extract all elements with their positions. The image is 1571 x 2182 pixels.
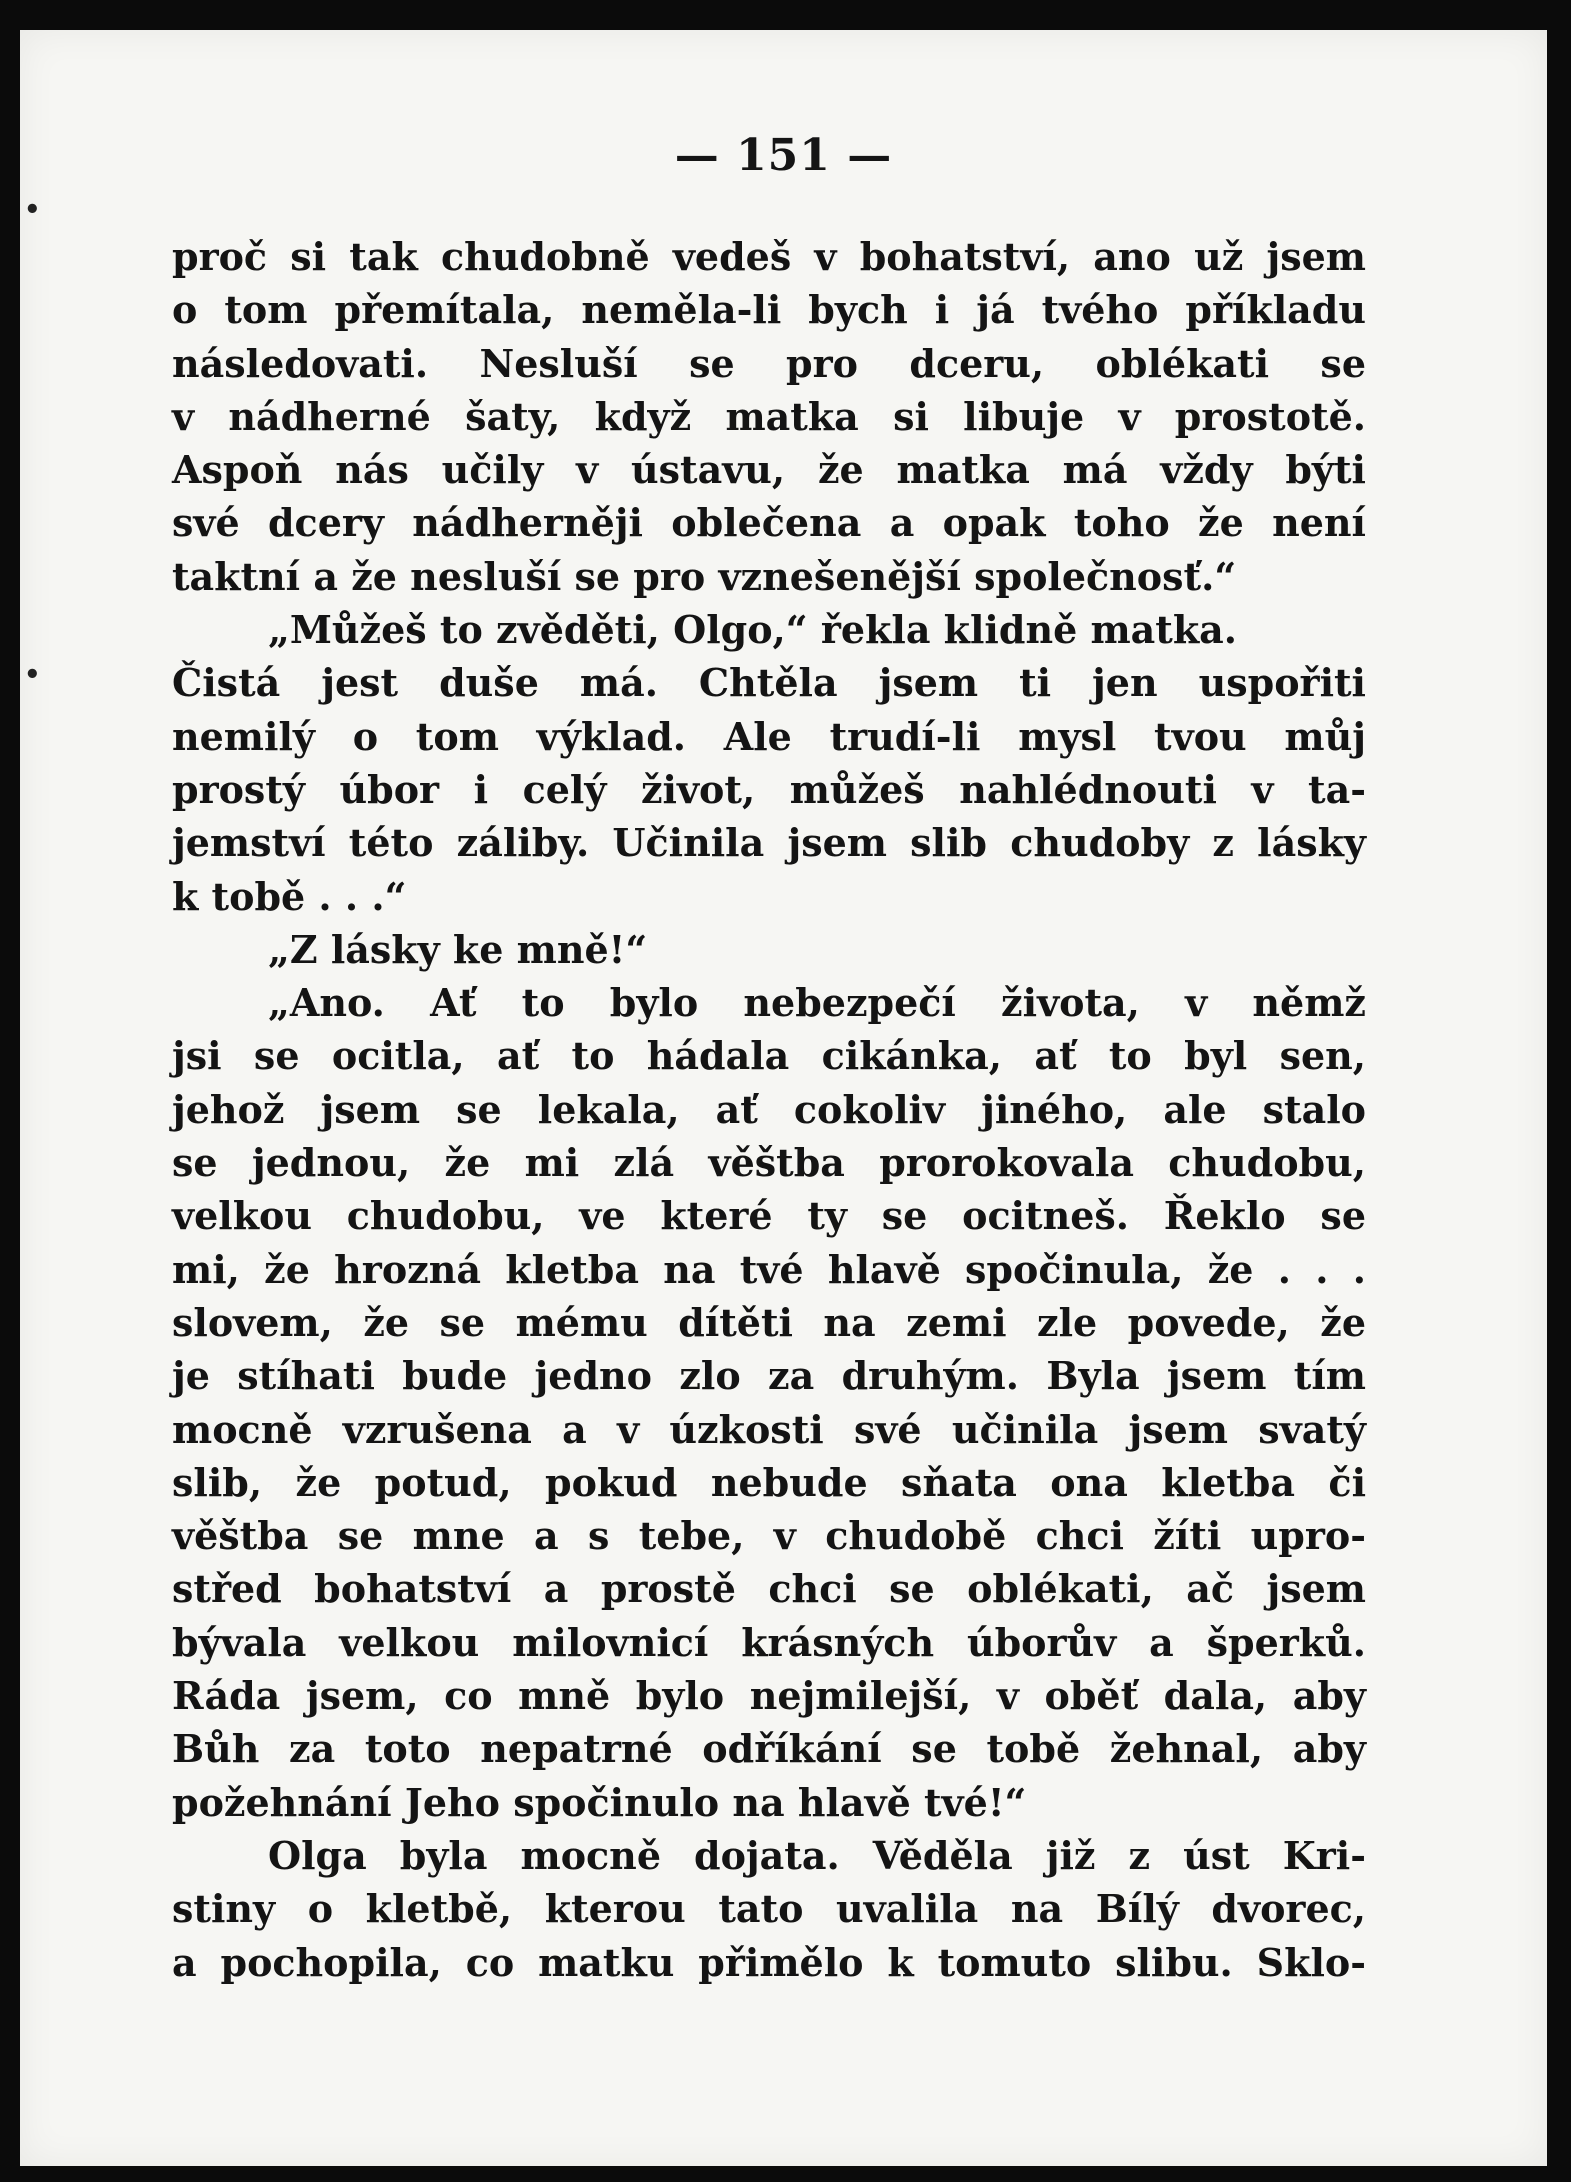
text-line: mi, že hrozná kletba na tvé hlavě spočinula, že . . . (172, 1246, 1366, 1292)
text-line: se jednou, že mi zlá věštba prorokovala chudobu, (172, 1140, 1366, 1186)
text-line: Aspoň nás učily v ústavu, že matka má vždy býti (172, 447, 1366, 493)
text-line: „Můžeš to zvěděti, Olgo,“ řekla klidně matka. (268, 607, 1238, 653)
text-line: slovem, že se mému dítěti na zemi zle povede, že (172, 1299, 1366, 1345)
text-line: nemilý o tom výklad. Ale trudí-li mysl tvou můj (172, 713, 1366, 759)
text-line: Ráda jsem, co mně bylo nejmilejší, v oběť dala, aby (172, 1673, 1366, 1719)
text-line: slib, že potud, pokud nebude sňata ona kletba či (172, 1459, 1366, 1505)
text-line: jehož jsem se lekala, ať cokoliv jiného, ale stalo (172, 1086, 1366, 1132)
text-line: Olga byla mocně dojata. Věděla již z úst Kri- (268, 1832, 1366, 1878)
text-line: Bůh za toto nepatrné odříkání se tobě žehnal, aby (172, 1726, 1366, 1772)
text-line: „Z lásky ke mně!“ (268, 926, 648, 972)
text-line: k tobě . . .“ (172, 873, 407, 919)
text-line: své dcery nádherněji oblečena a opak toho že není (172, 500, 1366, 546)
margin-mark: • (24, 195, 41, 225)
text-line: „Ano. Ať to bylo nebezpečí života, v němž (268, 980, 1366, 1026)
text-line: Čistá jest duše má. Chtěla jsem ti jen uspořiti (172, 660, 1366, 706)
text-line: věštba se mne a s tebe, v chudobě chci žíti upro- (172, 1513, 1366, 1559)
text-line: stiny o kletbě, kterou tato uvalila na Bílý dvorec, (172, 1886, 1366, 1932)
text-line: o tom přemítala, neměla-li bych i já tvého příkladu (172, 287, 1366, 333)
text-line: taktní a že nesluší se pro vznešenější společnosť.“ (172, 553, 1237, 599)
text-line: je stíhati bude jedno zlo za druhým. Byla jsem tím (172, 1353, 1366, 1399)
text-line: proč si tak chudobně vedeš v bohatství, ano už jsem (172, 234, 1366, 279)
text-line: požehnání Jeho spočinulo na hlavě tvé!“ (172, 1779, 1027, 1825)
text-line: prostý úbor i celý život, můžeš nahlédnouti v ta- (172, 766, 1366, 812)
page-number: — 151 — (674, 130, 893, 181)
margin-mark: • (24, 660, 41, 690)
text-line: následovati. Nesluší se pro dceru, oblékati se (172, 340, 1366, 386)
text-line: bývala velkou milovnicí krásných úborův a šperků. (172, 1619, 1366, 1665)
text-line: jemství této záliby. Učinila jsem slib chudoby z lásky (172, 820, 1366, 866)
book-page (20, 30, 1547, 2166)
text-line: jsi se ocitla, ať to hádala cikánka, ať to byl sen, (172, 1033, 1366, 1079)
text-line: mocně vzrušena a v úzkosti své učinila jsem svatý (172, 1406, 1366, 1452)
text-line: a pochopila, co matku přimělo k tomuto slibu. Sklo- (172, 1939, 1366, 1985)
text-line: velkou chudobu, ve které ty se ocitneš. Řeklo se (172, 1193, 1366, 1239)
text-line: střed bohatství a prostě chci se oblékati, ač jsem (172, 1566, 1366, 1612)
body-text (172, 230, 1366, 1989)
text-line: v nádherné šaty, když matka si libuje v prostotě. (172, 393, 1366, 439)
